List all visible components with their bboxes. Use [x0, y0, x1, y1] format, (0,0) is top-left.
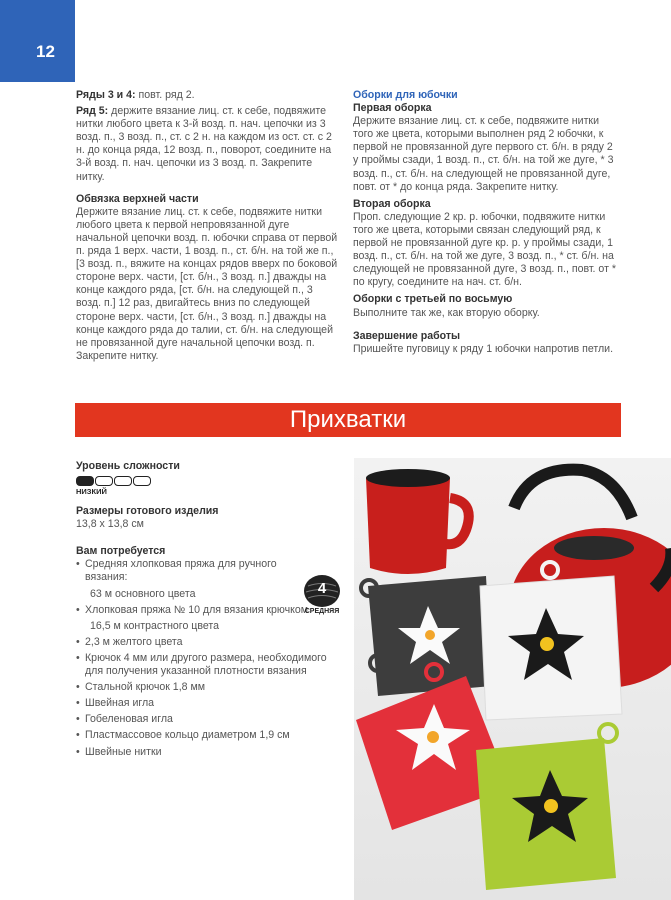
list-item: • Крючок 4 мм или другого размера, необходимого для получения указанной плотности вязания — [76, 652, 334, 678]
first-ruffle-heading: Первая оборка — [353, 102, 432, 115]
list-item: • Стальной крючок 1,8 мм — [76, 681, 334, 694]
list-item: • Хлопковая пряжа № 10 для вязания крючком — [76, 604, 334, 617]
list-item: 16,5 м контрастного цвета — [90, 619, 220, 632]
materials-list — [76, 558, 334, 758]
difficulty-segment — [133, 476, 151, 486]
section-banner — [75, 403, 621, 437]
green-potholder — [476, 724, 617, 890]
difficulty-label: Уровень сложности — [76, 460, 180, 472]
second-ruffle-text: Проп. следующие 2 кр. р. юбочки, подвяжите нитки того же цвета, которыми связан следующий ряд, к первой не провязанной дуге кр. р. у проймы сзади, 1 возд. п., ст. б/н. на той же дуге, 3 возд. п., * ст. б/н. на следующей не провязанной дуге, 3 возд. п., повт. от * по кругу, соедините на нач. ст. б/н. — [353, 210, 616, 289]
third-ruffle-text: Выполните так же, как вторую оборку. — [353, 306, 540, 319]
list-item: • Гобеленовая игла — [76, 713, 334, 726]
list-item: 63 м основного цвета — [90, 587, 196, 600]
difficulty-segment — [114, 476, 132, 486]
potholders-photo — [354, 458, 671, 900]
size-value: 13,8 х 13,8 см — [76, 518, 144, 531]
difficulty-segment-filled — [76, 476, 94, 486]
ruffles-heading: Оборки для юбочки — [353, 89, 458, 101]
white-potholder — [480, 562, 622, 720]
yarn-weight-label: СРЕДНЯЯ — [304, 608, 340, 615]
list-item: • Швейные нитки — [76, 746, 334, 759]
list-item: • Швейная игла — [76, 697, 334, 710]
second-ruffle-heading: Вторая оборка — [353, 197, 431, 210]
difficulty-value: НИЗКИЙ — [76, 487, 107, 497]
third-ruffle-heading: Оборки с третьей по восьмую — [353, 293, 513, 306]
potholders-illustration — [354, 458, 671, 900]
materials-label: Вам потребуется — [76, 545, 166, 558]
top-edging-heading: Обвязка верхней части — [76, 192, 199, 205]
top-edging-text: Держите вязание лиц. ст. к себе, подвяжите нитки любого цвета к первой непровязанной дуге начальной цепочки возд. п. юбочки справа от первой п. ряда 1 верх. части, 1 возд. п., ст. б/н. на той же п., [3 возд. п., вяжите на концах рядов вверх по боковой стороне верх. части, [ст. б/н., 3 возд. п.] дважды на конце каждого ряда, [ст. б/н. на следующей п., 3 возд. п.] 12 раз, двигайтесь вниз по следующей стороне верх. части, [ст. б/н., 3 возд. п.] дважды на конце каждого ряда до талии, ст. б/н. на следующей не провязанной дуге начальной цепочки возд. п. Закрепите нитку. — [76, 205, 338, 362]
list-item: • Пластмассовое кольцо диаметром 1,9 см — [76, 729, 334, 742]
first-ruffle-text: Держите вязание лиц. ст. к себе, подвяжите нитки того же цвета, которыми выполнен ряд 2 юбочки, к первой не провязанной дуге первого ст. б/н. в ряду 2 у проймы сзади, 1 возд. п., ст. б/н. на той же дуге, * 3 возд. п., ст. б/н. на следующей не провязанной дуге, повт. от * до конца ряда. Закрепите нитку. — [353, 115, 614, 193]
info-column — [76, 460, 338, 762]
right-column — [353, 89, 619, 356]
size-label: Размеры готового изделия — [76, 505, 219, 518]
difficulty-segment — [95, 476, 113, 486]
finish-heading: Завершение работы — [353, 329, 461, 342]
section-title: Прихватки — [289, 406, 407, 433]
left-column — [76, 89, 338, 363]
page-number-tab — [0, 0, 75, 82]
row-5: Ряд 5: держите вязание лиц. ст. к себе, подвяжите нитки любого цвета к 3-й возд. п. нач. цепочки из 3 возд. п., 3 возд. п., ст. с 2 н. на каждом из ост. ст. с 2 н. до конца ряда, 12 возд. п., поворот, соедините на 3-й возд. п. нач. цепочки из 3 возд. п. Закрепите нитку. — [76, 105, 332, 183]
page-number: 12 — [36, 42, 55, 61]
rows-3-4: Ряды 3 и 4: повт. ряд 2. — [76, 89, 195, 101]
yarn-weight-badge — [302, 572, 342, 618]
finish-text: Пришейте пуговицу к ряду 1 юбочки напротив петли. — [353, 342, 614, 355]
difficulty-meter — [76, 476, 338, 486]
yarn-weight-number: 4 — [317, 580, 327, 597]
list-item: • Средняя хлопковая пряжа для ручного вязания: — [76, 558, 295, 584]
list-item: • 2,3 м желтого цвета — [76, 636, 334, 649]
